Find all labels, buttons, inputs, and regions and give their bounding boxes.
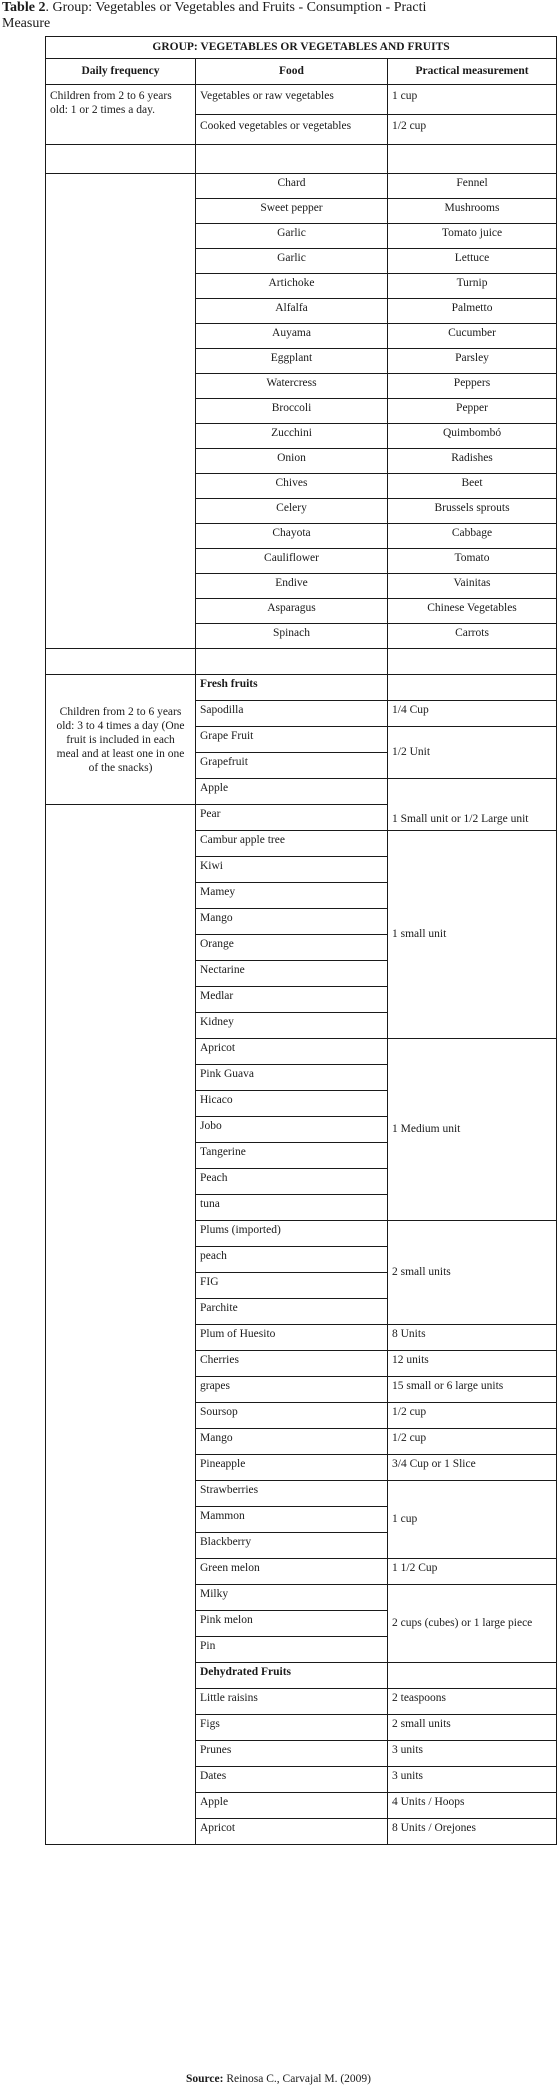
vegetable-food-cell: Cabbage xyxy=(388,524,557,549)
measure-cell: 1/2 cup xyxy=(388,115,557,145)
measure-cell: 8 Units xyxy=(388,1325,557,1351)
consumption-table xyxy=(45,36,557,1845)
measure-cell: 1 1/2 Cup xyxy=(388,1559,557,1585)
header-food: Food xyxy=(196,59,388,85)
vegetable-food-cell: Turnip xyxy=(388,274,557,299)
food-cell: Orange xyxy=(196,935,388,961)
food-cell: Peach xyxy=(196,1169,388,1195)
empty-cell xyxy=(388,649,557,675)
measure-cell: 12 units xyxy=(388,1351,557,1377)
food-cell: Pin xyxy=(196,1637,388,1663)
measure-cell: 1/4 Cup xyxy=(388,701,557,727)
source-text: Reinosa C., Carvajal M. (2009) xyxy=(223,2073,372,2085)
vegetable-food-cell: Asparagus xyxy=(196,599,388,624)
table-caption xyxy=(2,0,557,32)
vegetable-food-cell: Garlic xyxy=(196,249,388,274)
vegetable-food-cell: Sweet pepper xyxy=(196,199,388,224)
empty-cell xyxy=(46,145,196,174)
empty-cell xyxy=(388,145,557,174)
vegetable-food-cell: Quimbombó xyxy=(388,424,557,449)
measure-cell: 1/2 cup xyxy=(388,1403,557,1429)
table-row xyxy=(46,174,557,199)
empty-cell xyxy=(196,649,388,675)
caption-label: Table 2 xyxy=(2,0,46,15)
vegetable-food-cell: Chinese Vegetables xyxy=(388,599,557,624)
food-cell: Vegetables or raw vegetables xyxy=(196,85,388,115)
food-cell: Cooked vegetables or vegetables xyxy=(196,115,388,145)
food-cell: Soursop xyxy=(196,1403,388,1429)
vegetable-food-cell: Endive xyxy=(196,574,388,599)
vegetables-list xyxy=(46,174,557,649)
dehydrated-fruits-heading: Dehydrated Fruits xyxy=(196,1663,388,1689)
food-cell: Mamey xyxy=(196,883,388,909)
food-cell: peach xyxy=(196,1247,388,1273)
vegetable-food-cell: Chard xyxy=(196,174,388,199)
measure-cell: 3/4 Cup or 1 Slice xyxy=(388,1455,557,1481)
food-cell: tuna xyxy=(196,1195,388,1221)
vegetable-food-cell: Vainitas xyxy=(388,574,557,599)
measure-cell: 1 Small unit or 1/2 Large unit xyxy=(388,779,557,831)
food-cell: Dates xyxy=(196,1767,388,1793)
food-cell: Figs xyxy=(196,1715,388,1741)
table-container xyxy=(45,36,556,1845)
food-cell: Grapefruit xyxy=(196,753,388,779)
food-cell: Apple xyxy=(196,779,388,805)
vegetable-food-cell: Auyama xyxy=(196,324,388,349)
measure-cell: 1 cup xyxy=(388,85,557,115)
blank-row xyxy=(46,145,557,174)
vegetable-food-cell: Chayota xyxy=(196,524,388,549)
food-cell: Jobo xyxy=(196,1117,388,1143)
food-cell: Hicaco xyxy=(196,1091,388,1117)
food-cell: Parchite xyxy=(196,1299,388,1325)
vegetable-food-cell: Broccoli xyxy=(196,399,388,424)
vegetable-food-cell: Artichoke xyxy=(196,274,388,299)
caption-text: . Group: Vegetables or Vegetables and Fruits - Consumption - Practi xyxy=(45,0,427,15)
food-cell: Blackberry xyxy=(196,1533,388,1559)
empty-cell xyxy=(388,675,557,701)
measure-cell: 2 cups (cubes) or 1 large piece xyxy=(388,1585,557,1663)
source-note xyxy=(0,2073,557,2085)
vegetable-food-cell: Tomato juice xyxy=(388,224,557,249)
food-cell: Sapodilla xyxy=(196,701,388,727)
measure-cell: 2 small units xyxy=(388,1221,557,1325)
food-cell: Pink Guava xyxy=(196,1065,388,1091)
measure-cell: 1 small unit xyxy=(388,831,557,1039)
food-cell: Cherries xyxy=(196,1351,388,1377)
empty-cell xyxy=(46,649,196,675)
measure-cell: 3 units xyxy=(388,1741,557,1767)
vegetable-food-cell: Onion xyxy=(196,449,388,474)
measure-cell: 4 Units / Hoops xyxy=(388,1793,557,1819)
frequency-vegetables: Children from 2 to 6 years old: 1 or 2 times a day. xyxy=(46,85,196,145)
vegetable-food-cell: Alfalfa xyxy=(196,299,388,324)
measure-cell: 15 small or 6 large units xyxy=(388,1377,557,1403)
blank-row xyxy=(46,649,557,675)
measure-cell: 2 teaspoons xyxy=(388,1689,557,1715)
food-cell: Plums (imported) xyxy=(196,1221,388,1247)
vegetable-food-cell: Beet xyxy=(388,474,557,499)
vegetable-food-cell: Zucchini xyxy=(196,424,388,449)
food-cell: Mango xyxy=(196,1429,388,1455)
vegetable-food-cell: Palmetto xyxy=(388,299,557,324)
food-cell: Apple xyxy=(196,1793,388,1819)
food-cell: Prunes xyxy=(196,1741,388,1767)
empty-frequency-cell xyxy=(46,174,196,649)
vegetable-food-cell: Pepper xyxy=(388,399,557,424)
measure-cell: 1 cup xyxy=(388,1481,557,1559)
food-cell: Little raisins xyxy=(196,1689,388,1715)
fresh-fruits-heading: Fresh fruits xyxy=(196,675,388,701)
food-cell: Medlar xyxy=(196,987,388,1013)
vegetable-food-cell: Spinach xyxy=(196,624,388,649)
measure-cell: 3 units xyxy=(388,1767,557,1793)
vegetable-food-cell: Cauliflower xyxy=(196,549,388,574)
source-label: Source: xyxy=(185,2073,224,2085)
vegetable-food-cell: Carrots xyxy=(388,624,557,649)
food-cell: Mango xyxy=(196,909,388,935)
vegetable-food-cell: Eggplant xyxy=(196,349,388,374)
food-cell: Pear xyxy=(196,805,388,831)
measure-cell: 1 Medium unit xyxy=(388,1039,557,1221)
vegetable-food-cell: Peppers xyxy=(388,374,557,399)
food-cell: grapes xyxy=(196,1377,388,1403)
group-title: GROUP: VEGETABLES OR VEGETABLES AND FRUITS xyxy=(46,37,557,59)
empty-cell xyxy=(196,145,388,174)
food-cell: Strawberries xyxy=(196,1481,388,1507)
measure-cell: 2 small units xyxy=(388,1715,557,1741)
vegetable-food-cell: Mushrooms xyxy=(388,199,557,224)
vegetable-food-cell: Lettuce xyxy=(388,249,557,274)
measure-cell: 8 Units / Orejones xyxy=(388,1819,557,1845)
vegetable-food-cell: Brussels sprouts xyxy=(388,499,557,524)
vegetable-food-cell: Celery xyxy=(196,499,388,524)
vegetable-food-cell: Radishes xyxy=(388,449,557,474)
food-cell: Apricot xyxy=(196,1819,388,1845)
food-cell: Plum of Huesito xyxy=(196,1325,388,1351)
vegetable-food-cell: Fennel xyxy=(388,174,557,199)
header-practical-measurement: Practical measurement xyxy=(388,59,557,85)
food-cell: Nectarine xyxy=(196,961,388,987)
empty-frequency-cell xyxy=(46,805,196,1845)
food-cell: FIG xyxy=(196,1273,388,1299)
fruits-section xyxy=(46,649,557,1845)
food-cell: Green melon xyxy=(196,1559,388,1585)
vegetable-food-cell: Garlic xyxy=(196,224,388,249)
food-cell: Kidney xyxy=(196,1013,388,1039)
empty-cell xyxy=(388,1663,557,1689)
vegetable-food-cell: Watercress xyxy=(196,374,388,399)
food-cell: Mammon xyxy=(196,1507,388,1533)
vegetable-food-cell: Tomato xyxy=(388,549,557,574)
frequency-fruits: Children from 2 to 6 years old: 3 to 4 times a day (One fruit is included in each meal and at least one in one of the snacks) xyxy=(46,675,196,805)
vegetable-food-cell: Parsley xyxy=(388,349,557,374)
caption-text-continued: Measure xyxy=(2,16,51,31)
food-cell: Kiwi xyxy=(196,857,388,883)
food-cell: Milky xyxy=(196,1585,388,1611)
header-daily-frequency: Daily frequency xyxy=(46,59,196,85)
food-cell: Cambur apple tree xyxy=(196,831,388,857)
food-cell: Pink melon xyxy=(196,1611,388,1637)
vegetable-food-cell: Cucumber xyxy=(388,324,557,349)
food-cell: Tangerine xyxy=(196,1143,388,1169)
vegetable-food-cell: Chives xyxy=(196,474,388,499)
measure-cell: 1/2 cup xyxy=(388,1429,557,1455)
measure-cell: 1/2 Unit xyxy=(388,727,557,779)
food-cell: Pineapple xyxy=(196,1455,388,1481)
food-cell: Grape Fruit xyxy=(196,727,388,753)
food-cell: Apricot xyxy=(196,1039,388,1065)
